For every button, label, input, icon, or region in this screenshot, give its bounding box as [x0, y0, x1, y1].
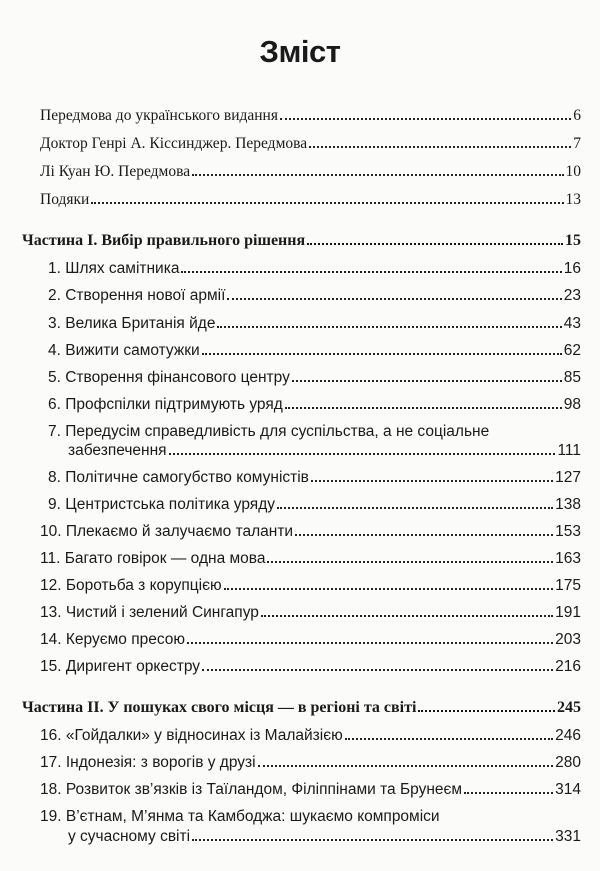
toc-entry-title: 11. Багато говірок — одна мова: [40, 550, 266, 567]
toc-chapter-11[interactable]: [40, 550, 581, 568]
toc-entry-title: 16. «Гойдалки» у відносинах із Малайзією: [40, 727, 343, 744]
leader-dots: [192, 163, 563, 176]
toc-entry-page: 16: [563, 260, 581, 277]
toc-entry-page: 43: [563, 315, 581, 332]
toc-entry-page: 216: [555, 658, 581, 675]
toc-entry-title: Передмова до українського видання: [40, 107, 278, 124]
toc-entry-title: 10. Плекаємо й залучаємо таланти: [40, 523, 294, 540]
toc-chapter-17[interactable]: [40, 754, 581, 772]
leader-dots: [227, 287, 561, 300]
toc-entry-title: 14. Керуємо пресою: [40, 631, 185, 648]
toc-entry-acknowledgements[interactable]: [40, 191, 581, 209]
toc-entry-title: 15. Диригент оркестру: [40, 658, 201, 675]
leader-dots: [345, 727, 553, 740]
toc-chapter-6[interactable]: [48, 396, 581, 414]
toc-chapter-3[interactable]: [48, 315, 581, 333]
leader-dots: [418, 699, 555, 712]
leader-dots: [285, 396, 562, 409]
toc-chapter-9[interactable]: [48, 496, 581, 514]
toc-entry-title: 2. Створення нової армії: [48, 287, 226, 304]
toc-entry-title: 8. Політичне самогубство комуністів: [48, 469, 309, 486]
toc-chapter-1[interactable]: [48, 260, 581, 278]
toc-entry-page: 23: [563, 287, 581, 304]
toc-entry-page: 163: [555, 550, 581, 567]
toc-entry-page: 314: [555, 781, 581, 798]
leader-dots: [307, 232, 563, 245]
toc-part-2[interactable]: [22, 699, 581, 717]
toc-chapter-19-title-line1[interactable]: 19. В’єтнам, М’янма та Камбоджа: шукаємо компроміси: [40, 808, 440, 825]
toc-entry-page: 13: [565, 191, 581, 208]
toc-entry-page: 7: [573, 135, 581, 152]
toc-entry-page: 153: [555, 523, 581, 540]
toc-chapter-10[interactable]: [40, 523, 581, 541]
toc-chapter-16[interactable]: [40, 727, 581, 745]
leader-dots: [311, 469, 553, 482]
leader-dots: [192, 828, 553, 841]
toc-chapter-12[interactable]: [40, 577, 581, 595]
toc-entry-title: 9. Центристська політика уряду: [48, 496, 275, 513]
toc-entry-title: 5. Створення фінансового центру: [48, 369, 290, 386]
leader-dots: [261, 604, 553, 617]
leader-dots: [202, 658, 553, 671]
page-title: Зміст: [259, 34, 341, 69]
toc-entry-page: 62: [563, 342, 581, 359]
toc-entry-title: Лі Куан Ю. Передмова: [40, 163, 191, 180]
toc-entry-lee-foreword[interactable]: [40, 163, 581, 181]
toc-entry-page: 280: [555, 754, 581, 771]
toc-entry-title: Доктор Генрі А. Кіссинджер. Передмова: [40, 135, 308, 152]
leader-dots: [464, 781, 553, 794]
leader-dots: [267, 550, 553, 563]
toc-entry-title: 6. Профспілки підтримують уряд: [48, 396, 283, 413]
leader-dots: [258, 754, 554, 767]
toc-chapter-13[interactable]: [40, 604, 581, 622]
leader-dots: [295, 523, 553, 536]
toc-part-title: Частина I. Вибір правильного рішення: [22, 232, 306, 249]
toc-entry-preface-ukrainian[interactable]: [40, 107, 581, 125]
leader-dots: [292, 369, 562, 382]
toc-entry-title: 3. Велика Британія йде: [48, 315, 216, 332]
toc-chapter-15[interactable]: [40, 658, 581, 676]
toc-chapter-5[interactable]: [48, 369, 581, 387]
toc-chapter-7-title-line1[interactable]: 7. Передусім справедливість для суспільства, а не соціальне: [48, 423, 490, 440]
toc-chapter-7[interactable]: [68, 442, 581, 460]
toc-part-page: 245: [557, 699, 581, 716]
toc-chapter-18[interactable]: [40, 781, 581, 799]
toc-entry-title: 12. Боротьба з корупцією: [40, 577, 222, 594]
toc-entry-page: 331: [555, 828, 581, 845]
toc-chapter-19[interactable]: [68, 828, 581, 846]
toc-entry-page: 85: [563, 369, 581, 386]
toc-part-page: 15: [565, 232, 581, 249]
toc-chapter-4[interactable]: [48, 342, 581, 360]
leader-dots: [187, 631, 553, 644]
toc-entry-title: 18. Розвиток зв’язків із Таїландом, Філіппінами та Брунеєм: [40, 781, 463, 798]
toc-entry-title: забезпечення: [68, 442, 167, 459]
leader-dots: [217, 315, 561, 328]
toc-part-1[interactable]: [22, 232, 581, 250]
toc-entry-title: 1. Шлях самітника: [48, 260, 180, 277]
leader-dots: [224, 577, 554, 590]
toc-entry-title: у сучасному світі: [68, 828, 191, 845]
toc-entry-title: Подяки: [40, 191, 90, 208]
toc-chapter-2[interactable]: [48, 287, 581, 305]
leader-dots: [181, 260, 561, 273]
toc-chapter-14[interactable]: [40, 631, 581, 649]
leader-dots: [202, 342, 562, 355]
toc-entry-page: 191: [555, 604, 581, 621]
leader-dots: [280, 107, 571, 120]
leader-dots: [277, 496, 553, 509]
toc-entry-page: 6: [573, 107, 581, 124]
toc-part-title: Частина II. У пошуках свого місця — в регіоні та світі: [22, 699, 417, 716]
toc-entry-page: 10: [565, 163, 581, 180]
toc-entry-page: 246: [555, 727, 581, 744]
toc-entry-page: 175: [555, 577, 581, 594]
toc-entry-title: 17. Індонезія: з ворогів у друзі: [40, 754, 256, 771]
toc-entry-title: 4. Вижити самотужки: [48, 342, 200, 359]
leader-dots: [169, 442, 556, 455]
leader-dots: [91, 191, 563, 204]
toc-entry-title: 13. Чистий і зелений Сингапур: [40, 604, 259, 621]
toc-entry-page: 138: [555, 496, 581, 513]
toc-entry-kissinger-foreword[interactable]: [40, 135, 581, 153]
toc-entry-page: 127: [555, 469, 581, 486]
toc-chapter-8[interactable]: [48, 469, 581, 487]
toc-entry-page: 98: [563, 396, 581, 413]
leader-dots: [309, 135, 571, 148]
toc-entry-page: 111: [557, 442, 581, 459]
toc-entry-page: 203: [555, 631, 581, 648]
